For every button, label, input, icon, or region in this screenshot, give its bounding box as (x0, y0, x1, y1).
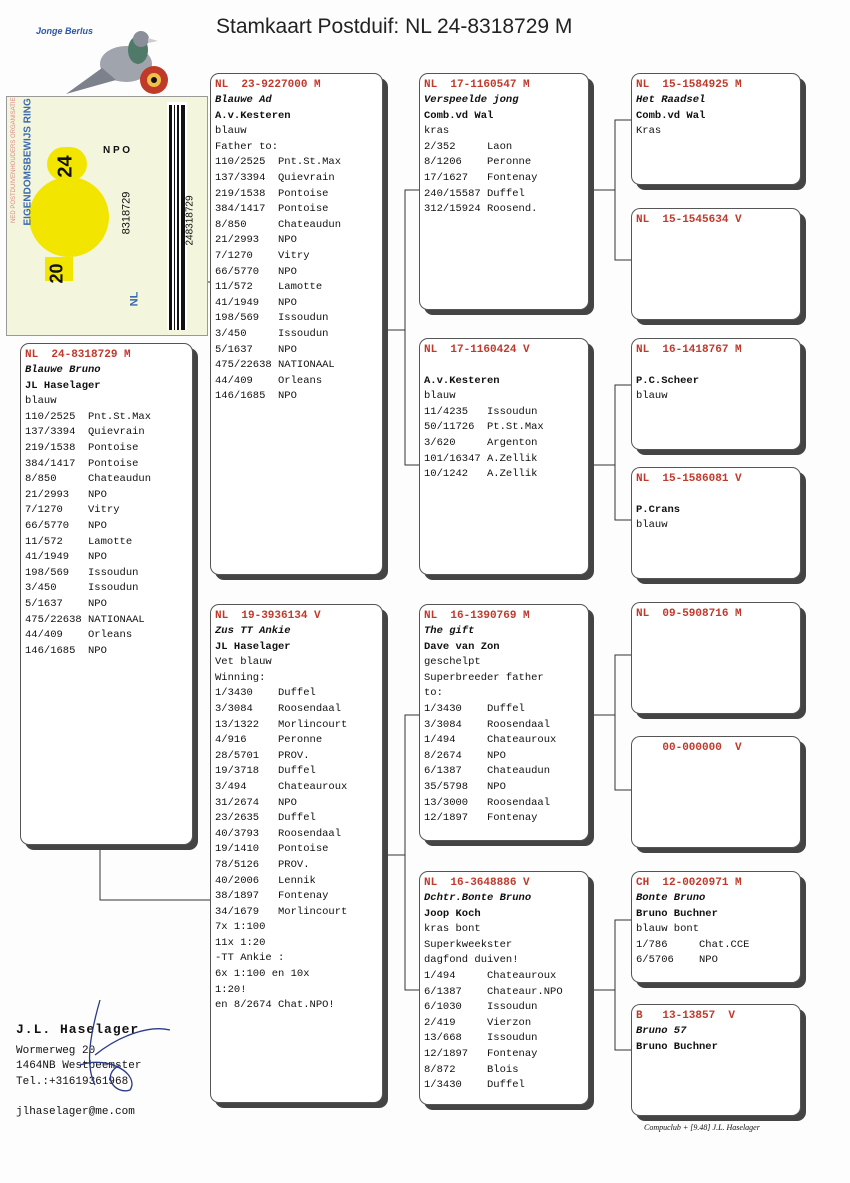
result-line: 12/1897 Fontenay (424, 812, 538, 825)
result-line: 78/5126 PROV. (215, 858, 310, 871)
spacer (632, 487, 800, 503)
ring-barcode-number: 248318729 (184, 195, 196, 246)
result-line: 13/1322 Morlincourt (215, 718, 348, 731)
ring-number-header: NL 16-3648886 V (424, 877, 530, 889)
result-line: 6/1030 Issoudun (424, 1001, 538, 1014)
result-line: 40/3793 Roosendaal (215, 827, 342, 840)
result-line: 5/1637 NPO (215, 343, 297, 356)
result-line: 21/2993 NPO (25, 488, 107, 501)
ring-number-header: CH 12-0020971 M (636, 877, 742, 889)
result-line: 7/1270 Vitry (25, 504, 120, 517)
ring-country: NL (128, 291, 141, 307)
logo-label: Jonge Berlus (36, 26, 94, 36)
breeder-street: Wormerweg 20 (16, 1044, 96, 1057)
result-line: 6/1387 Chateaur.NPO (424, 985, 563, 998)
breeder-name: J.L. Haselager (16, 1022, 140, 1037)
pigeon-card-ffm (631, 208, 801, 320)
pigeon-name: Bruno 57 (636, 1025, 687, 1037)
result-line: 1/786 Chat.CCE (636, 938, 750, 951)
pigeon-owner: Bruno Buchner (636, 907, 718, 920)
spacer (632, 358, 800, 374)
result-line: 17/1627 Fontenay (424, 171, 538, 184)
pigeon-card-fff (631, 73, 801, 185)
ring-number-header: NL 15-1545634 V (636, 214, 742, 226)
result-line: geschelpt (424, 656, 481, 669)
breeder-phone: Tel.:+31619361968 (16, 1075, 129, 1088)
pigeon-card-father (210, 73, 383, 575)
ownership-ring-card (6, 96, 208, 336)
pigeon-card-mff (631, 602, 801, 714)
ring-number-header: NL 15-1584925 M (636, 79, 742, 91)
result-line: 12/1897 Fontenay (424, 1047, 538, 1060)
result-line: 28/5701 PROV. (215, 749, 310, 762)
result-line: 10/1242 A.Zellik (424, 468, 538, 481)
pigeon-name: Het Raadsel (636, 94, 706, 106)
result-line: 38/1897 Fontenay (215, 890, 329, 903)
result-line: 1/494 Chateauroux (424, 969, 557, 982)
result-line: Vet blauw (215, 656, 272, 669)
result-line: 2/352 Laon (424, 140, 513, 153)
result-line: 6x 1:100 en 10x (215, 968, 310, 981)
result-line: 1/3430 Duffel (424, 702, 525, 715)
pigeon-owner: A.v.Kesteren (215, 109, 291, 122)
result-line: 44/409 Orleans (25, 629, 133, 642)
result-line: 5/1637 NPO (25, 597, 107, 610)
pigeon-card-mother-father (419, 604, 589, 841)
result-line: 8/1206 Peronne (424, 156, 532, 169)
pigeon-name: Dchtr.Bonte Bruno (424, 892, 532, 904)
ring-number-header: NL 23-9227000 M (215, 79, 321, 91)
ring-number-header: NL 09-5908716 M (636, 608, 742, 620)
result-line: 40/2006 Lennik (215, 874, 316, 887)
pigeon-owner: Bruno Buchner (636, 1040, 718, 1053)
pigeon-owner: P.Crans (636, 503, 681, 516)
pigeon-owner: Comb.vd Wal (424, 109, 494, 122)
ring-number-header: NL 19-3936134 V (215, 610, 321, 622)
result-line: blauw (25, 395, 57, 408)
result-line: 1/494 Chateauroux (424, 734, 557, 747)
result-line: 384/1417 Pontoise (215, 203, 329, 216)
result-line: 101/16347 A.Zellik (424, 452, 538, 465)
result-line: 6/1387 Chateaudun (424, 765, 551, 778)
handwritten-signature (60, 995, 180, 1095)
result-line: 13/3000 Roosendaal (424, 796, 551, 809)
page-title: Stamkaart Postduif: NL 24-8318729 M (216, 15, 573, 38)
result-line: 198/569 Issoudun (25, 566, 139, 579)
result-line: 41/1949 NPO (215, 296, 297, 309)
result-line: 146/1685 NPO (215, 390, 297, 403)
ring-number-header: NL 24-8318729 M (25, 349, 131, 361)
pigeon-card-fmf (631, 338, 801, 450)
pigeon-card-mmm (631, 1004, 801, 1116)
footer-credit: Compuclub + [9.48] J.L. Haselager (644, 1123, 760, 1132)
result-line: 11/4235 Issoudun (424, 405, 538, 418)
ring-card-graphic (7, 97, 207, 335)
result-line: 19/1410 Pontoise (215, 843, 329, 856)
pigeon-owner: Comb.vd Wal (636, 109, 706, 122)
result-line: 475/22638 NATIONAAL (25, 613, 145, 626)
result-line: 2/419 Vierzon (424, 1016, 532, 1029)
result-line: 384/1417 Pontoise (25, 457, 139, 470)
result-line: 21/2993 NPO (215, 234, 297, 247)
pigeon-owner: JL Haselager (215, 640, 291, 653)
result-line: 137/3394 Quievrain (215, 171, 335, 184)
result-line: 3/620 Argenton (424, 436, 538, 449)
result-line: 35/5798 NPO (424, 780, 506, 793)
ring-number-header: 00-000000 V (636, 742, 742, 754)
result-line: 3/450 Issoudun (25, 582, 139, 595)
result-line: 198/569 Issoudun (215, 312, 329, 325)
result-line: blauw bont (636, 923, 700, 936)
result-line: 4/916 Peronne (215, 734, 323, 747)
result-line: Father to: (215, 140, 279, 153)
result-line: 7/1270 Vitry (215, 249, 310, 262)
result-line: 146/1685 NPO (25, 644, 107, 657)
result-line: blauw (636, 390, 668, 403)
ring-number-header: NL 16-1390769 M (424, 610, 530, 622)
pigeon-owner: Dave van Zon (424, 640, 500, 653)
result-line: dagfond duiven! (424, 954, 519, 967)
pigeon-owner: Joop Koch (424, 907, 481, 920)
ring-title (23, 216, 34, 226)
pigeon-card-mfm (631, 736, 801, 848)
result-line: 6/5706 NPO (636, 954, 718, 967)
result-line: 110/2525 Pnt.St.Max (25, 410, 152, 423)
ring-org (11, 217, 17, 223)
result-line: 13/668 Issoudun (424, 1032, 538, 1045)
pigeon-name: The gift (424, 625, 475, 637)
result-line: 50/11726 Pt.St.Max (424, 421, 544, 434)
result-line: 219/1538 Pontoise (25, 441, 139, 454)
result-line: 44/409 Orleans (215, 374, 323, 387)
result-line: blauw (215, 125, 247, 138)
result-line: kras bont (424, 923, 481, 936)
ring-number: 8318729 (120, 191, 133, 235)
breeder-city: 1464NB Westbeemster (16, 1060, 142, 1073)
result-line: blauw (636, 519, 668, 532)
result-line: 3/3084 Roosendaal (424, 718, 551, 731)
result-line: 312/15924 Roosend. (424, 203, 538, 216)
result-line: 240/15587 Duffel (424, 187, 525, 200)
result-line: 34/1679 Morlincourt (215, 905, 348, 918)
result-line: 41/1949 NPO (25, 551, 107, 564)
pigeon-owner: P.C.Scheer (636, 374, 700, 387)
ring-number-header: B 13-13857 V (636, 1010, 736, 1022)
pigeon-name: Zus TT Ankie (215, 625, 291, 637)
result-line: 1:20! (215, 983, 247, 996)
result-line: 1/3430 Duffel (215, 687, 316, 700)
result-line: 110/2525 Pnt.St.Max (215, 156, 342, 169)
pigeon-name: Verspeelde jong (424, 94, 519, 106)
result-line: 137/3394 Quievrain (25, 426, 145, 439)
pigeon-name: Blauwe Bruno (25, 364, 101, 376)
ring-number-header: NL 17-1160424 V (424, 344, 530, 356)
pigeon-name: Bonte Bruno (636, 892, 706, 904)
pigeon-logo (26, 24, 176, 98)
result-line: kras (424, 125, 450, 138)
result-line: Superbreeder father (424, 671, 544, 684)
pigeon-card-mother-mother (419, 871, 589, 1105)
pigeon-name: Blauwe Ad (215, 94, 272, 106)
result-line: to: (424, 687, 443, 700)
result-line: 23/2635 Duffel (215, 812, 316, 825)
ring-year: 24 (54, 155, 77, 178)
result-line: 8/2674 NPO (424, 749, 506, 762)
pigeon-card-mmf (631, 871, 801, 983)
result-line: 8/850 Chateaudun (25, 473, 152, 486)
result-line: Kras (636, 125, 662, 138)
pigeon-owner: A.v.Kesteren (424, 374, 500, 387)
ring-number-header: NL 15-1586081 V (636, 473, 742, 485)
result-line: 66/5770 NPO (215, 265, 297, 278)
result-line: 219/1538 Pontoise (215, 187, 329, 200)
result-line: 3/494 Chateauroux (215, 780, 348, 793)
result-line: 1/3430 Duffel (424, 1079, 525, 1092)
ring-number-header: NL 16-1418767 M (636, 344, 742, 356)
result-line: 66/5770 NPO (25, 519, 107, 532)
pigeon-card-father-father (419, 73, 589, 310)
pigeon-card-fmm (631, 467, 801, 579)
result-line: Superkweekster (424, 938, 513, 951)
spacer (420, 358, 588, 374)
result-line: 11/572 Lamotte (25, 535, 133, 548)
result-line: blauw (424, 390, 456, 403)
result-line: 7x 1:100 (215, 921, 266, 934)
result-line: 11/572 Lamotte (215, 281, 323, 294)
result-line: 19/3718 Duffel (215, 765, 316, 778)
result-line: 3/450 Issoudun (215, 327, 329, 340)
ring-year-prefix: 20 (46, 263, 67, 284)
ring-letters: N P O (103, 145, 131, 156)
result-line: -TT Ankie : (215, 952, 285, 965)
result-line: en 8/2674 Chat.NPO! (215, 999, 335, 1012)
result-line: 31/2674 NPO (215, 796, 297, 809)
ring-number-header: NL 17-1160547 M (424, 79, 530, 91)
pigeon-card-main (20, 343, 193, 845)
result-line: 11x 1:20 (215, 936, 266, 949)
pigeon-card-father-mother (419, 338, 589, 575)
pigeon-owner: JL Haselager (25, 379, 101, 392)
result-line: 8/850 Chateaudun (215, 218, 342, 231)
result-line: 8/872 Blois (424, 1063, 519, 1076)
result-line: Winning: (215, 671, 266, 684)
result-line: 3/3084 Roosendaal (215, 702, 342, 715)
result-line: 475/22638 NATIONAAL (215, 359, 335, 372)
pigeon-card-mother (210, 604, 383, 1103)
breeder-email[interactable]: jlhaselager@me.com (16, 1106, 135, 1119)
